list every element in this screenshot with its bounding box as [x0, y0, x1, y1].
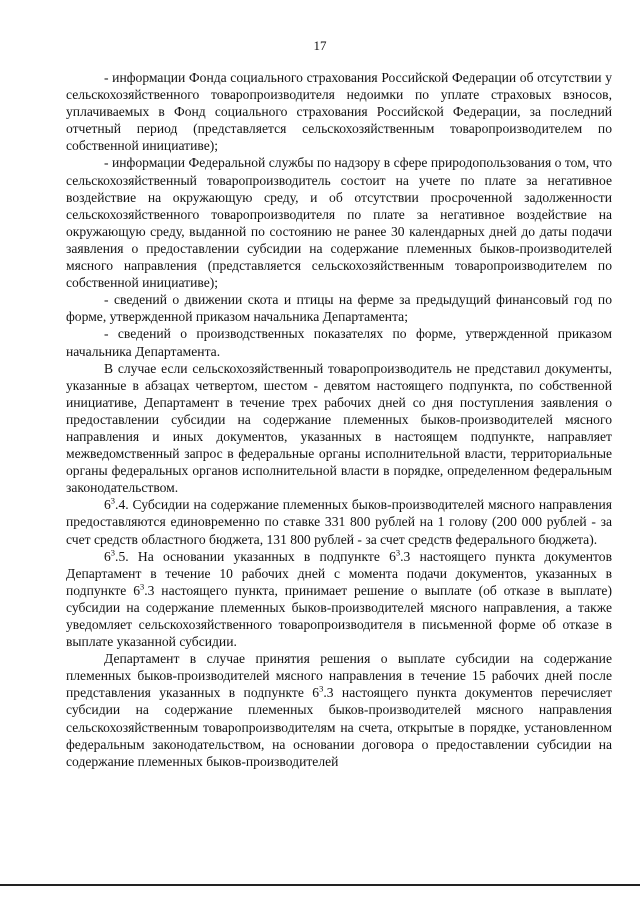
body-paragraph: [66, 154, 612, 291]
paragraph-text-run: .3 настоящего пункта документов Департамент в течение 10 рабочих дней с момента подачи документов, указанных в подпункте 6: [66, 548, 612, 598]
paragraph-text-run: - сведений о движении скота и птицы на ферме за предыдущий финансовый год по форме, утвержденной приказом начальника Департамента;: [66, 292, 612, 325]
body-paragraph: [66, 291, 612, 325]
body-paragraph: [66, 496, 612, 547]
page-bottom-rule: [0, 884, 640, 886]
body-paragraph: [66, 325, 612, 359]
paragraph-text-run: .5. На основании указанных в подпункте 6: [115, 548, 396, 564]
superscript: 3: [319, 683, 324, 694]
superscript: 3: [140, 581, 145, 592]
paragraph-text-run: В случае если сельскохозяйственный товаропроизводитель не представил документы, указанные в абзацах четвертом, шестом - девятом настоящего подпункта, по собственной инициативе, Департамент в течение трех рабочих дней со дня поступления заявления о предоставлении субсидии на содержание племенных быков-производителей мясного направления и иных документов, указанных в настоящем подпункте, направляет межведомственный запрос в федеральные органы исполнительной власти, территориальные органы федеральных органов исполнительной власти в порядке, определенном федеральным законодательством.: [66, 360, 612, 496]
body-paragraph: [66, 548, 612, 651]
superscript: 3: [110, 495, 116, 506]
paragraph-text-run: - сведений о производственных показателях по форме, утвержденной приказом начальника Департамента.: [66, 326, 612, 359]
document-body: [66, 69, 612, 770]
paragraph-text-run: - информации Федеральной службы по надзору в сфере природопользования о том, что сельскохозяйственный товаропроизводитель состоит на учете по плате за негативное воздействие на окружающую среду, и об отсутствии просроченной задолженности сельскохозяйственного товаропроизводителя по плате за негативное воздействие на окружающую среду, выданной по состоянию не ранее 30 календарных дней до даты подачи заявления о предоставлении субсидии на содержание племенных быков-производителей мясного направления (представляется сельскохозяйственным товаропроизводителем по собственной инициативе);: [66, 155, 612, 291]
body-paragraph: [66, 360, 612, 497]
superscript: 3: [110, 547, 116, 558]
paragraph-text-run: .3 настоящего пункта документов перечисляет субсидии на содержание племенных быков-производителей мясного направления сельскохозяйственным товаропроизводителям на счета, открытые в порядке, установленном федеральным законодательством, на основании договора о предоставлении субсидии на содержание племенных быков-производителей: [66, 685, 613, 769]
page-number: 17: [313, 38, 327, 53]
paragraph-text-run: 6: [104, 497, 111, 513]
paragraph-text-run: .4. Субсидии на содержание племенных быков-производителей мясного направления предоставляются единовременно по ставке 331 800 рублей на 1 голову (200 000 рублей - за счет средств областного бюджета, 131 800 рублей - за счет средств федерального бюджета).: [66, 497, 612, 547]
body-paragraph: [66, 650, 612, 770]
superscript: 3: [395, 547, 401, 558]
paragraph-text-run: .3 настоящего пункта, принимает решение о выплате (об отказе в выплате) субсидии на содержание племенных быков-производителей мясного направления, а также уведомляет сельскохозяйственного товаропроизводителя в письменной форме об отказе в выплате указанной субсидии.: [66, 582, 612, 650]
paragraph-text-run: - информации Фонда социального страхования Российской Федерации об отсутствии у сельскохозяйственного товаропроизводителя недоимки по уплате страховых взносов, уплачиваемых в Фонд социального страхования Российской Федерации, за последний отчетный период (представляется сельскохозяйственным товаропроизводителем по собственной инициативе);: [66, 70, 612, 154]
paragraph-text-run: Департамент в случае принятия решения о выплате субсидии на содержание племенных быков-производителей мясного направления в течение 15 рабочих дней после представления указанных в подпункте 6: [66, 651, 612, 701]
body-paragraph: [66, 69, 612, 154]
paragraph-text-run: 6: [104, 548, 111, 564]
